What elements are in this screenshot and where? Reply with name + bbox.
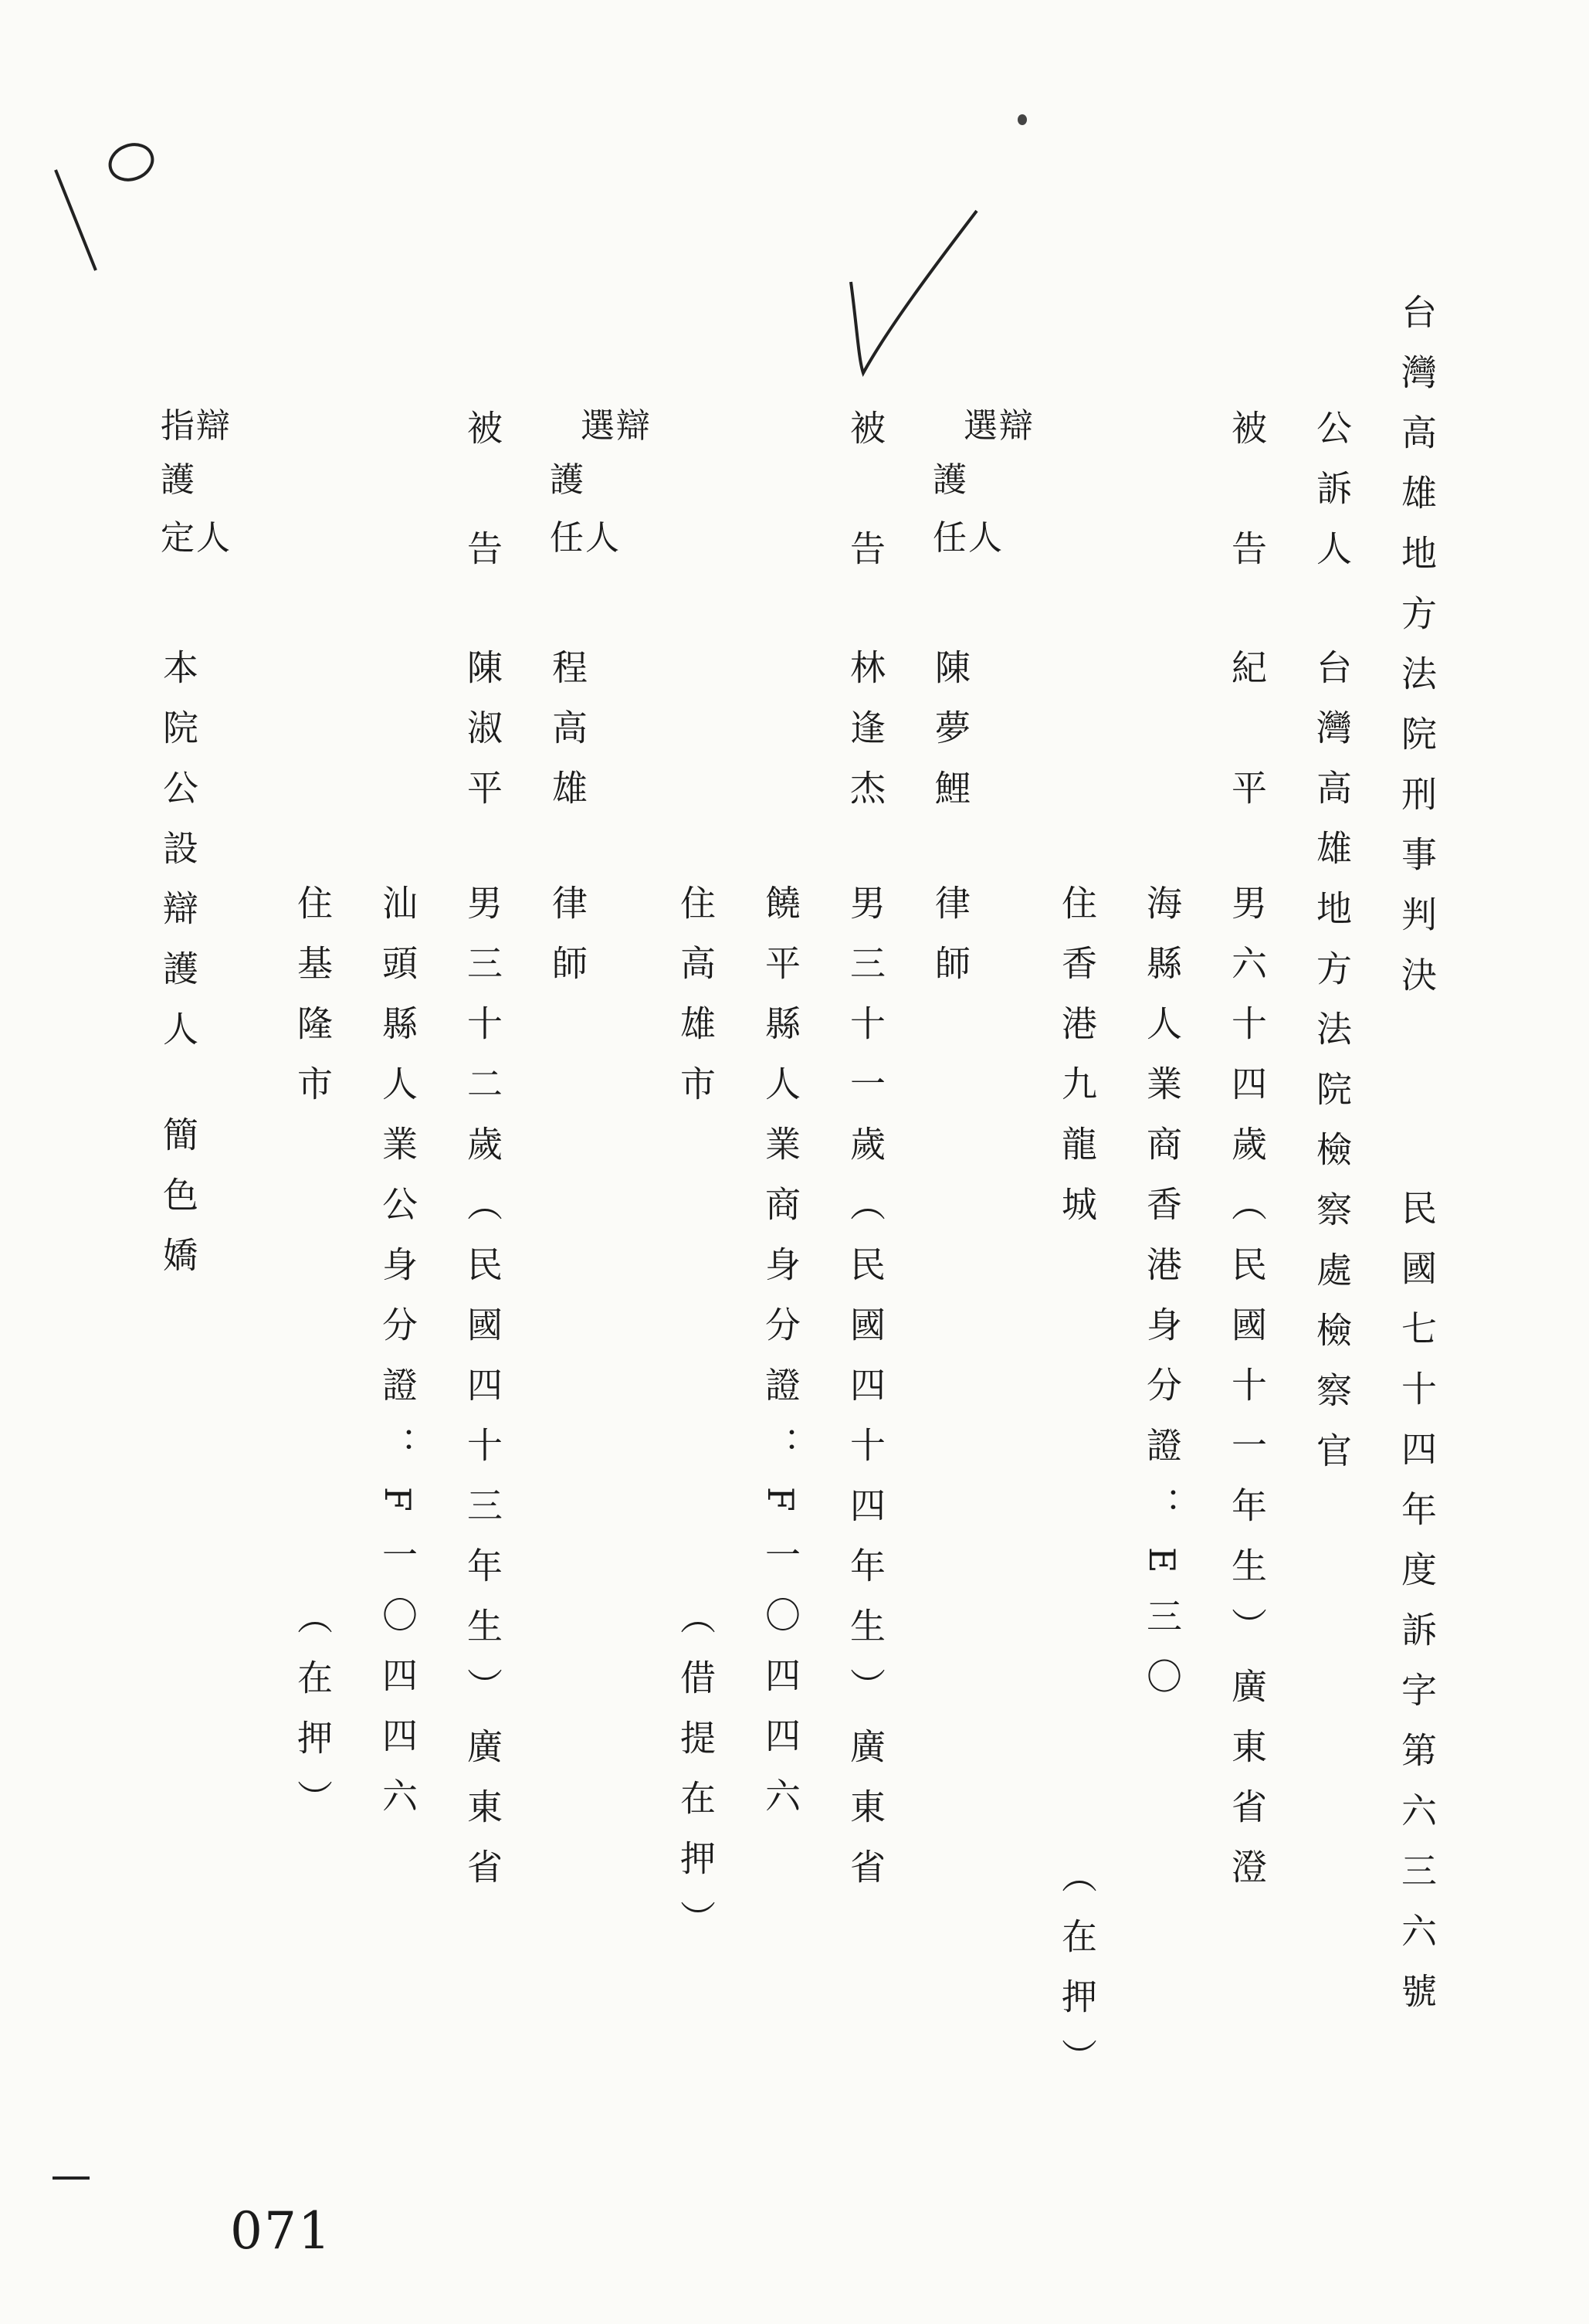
counsel1-role-line3: 任人 [933, 518, 1004, 558]
defendant3-name: 陳淑平 [462, 649, 503, 830]
ink-speck [1018, 114, 1027, 125]
handwritten-check-mark [842, 197, 988, 382]
defendant1-details-line1: 男六十四歲（民國十一年生）廣東省澄 [1226, 884, 1268, 1908]
defendant2-custody-status: （借提在押） [675, 1599, 717, 1960]
appointed-counsel-role-line2: 護 [161, 460, 196, 500]
case-number: 民國七十四年度訴字第六三六號 [1396, 1189, 1438, 2033]
prosecutor-name: 台灣高雄地方法院檢察處檢察官 [1311, 649, 1353, 1492]
defendant1-custody-status: （在押） [1056, 1858, 1098, 2098]
appointed-counsel-person: 簡色嬌 [158, 1116, 199, 1297]
handwritten-number-text: 10 [1544, 2240, 1553, 2250]
defendant1-details-line2: 海縣人業商香港身分證：E三〇 [1141, 884, 1183, 1718]
defendant3-custody-status: （在押） [292, 1599, 334, 1840]
defendant3-details-line1: 男三十二歲（民國四十三年生）廣東省 [462, 884, 503, 1908]
defendant2-name: 林逢杰 [845, 649, 886, 830]
defendant1-details-line3: 住香港九龍城 [1056, 884, 1098, 1246]
margin-dash [53, 2176, 90, 2180]
defendant3-details-line2: 汕頭縣人業公身分證：F一〇四四六 [377, 884, 418, 1837]
defendant1-role-label: 被告 [1226, 409, 1268, 650]
defendant1-name: 紀平 [1226, 649, 1268, 890]
defendant3-details-line3: 住基隆市 [292, 884, 334, 1125]
defendant3-role-label: 被告 [462, 409, 503, 650]
page-number: 071 [230, 2201, 332, 2261]
counsel2-role-line2: 護 [550, 460, 585, 500]
counsel1-name: 陳夢鯉 [930, 649, 971, 830]
defendant2-details-line1: 男三十一歲（民國四十四年生）廣東省 [845, 884, 886, 1908]
defendant2-details-line3: 住高雄市 [675, 884, 717, 1125]
appointed-counsel-role-line1: 指辯 [161, 406, 232, 446]
handwritten-ten-mark [48, 124, 164, 278]
counsel1-title: 律師 [930, 884, 971, 1005]
counsel2-title: 律師 [547, 884, 588, 1005]
counsel2-role-line3: 任人 [550, 518, 621, 558]
prosecutor-role-label: 公訴人 [1311, 409, 1353, 590]
appointed-counsel-role-line3: 定人 [161, 518, 232, 558]
defendant2-details-line2: 饒平縣人業商身分證：F一〇四四六 [760, 884, 801, 1837]
document-title: 台灣高雄地方法院刑事判決 [1396, 293, 1438, 1016]
counsel2-name: 程高雄 [547, 649, 588, 830]
defendant2-role-label: 被告 [845, 409, 886, 650]
counsel2-role-line1: 選辯 [581, 406, 652, 446]
counsel1-role-line2: 護 [933, 460, 968, 500]
appointed-counsel-office: 本院公設辯護人 [158, 649, 199, 1070]
counsel1-role-line1: 選辯 [964, 406, 1035, 446]
